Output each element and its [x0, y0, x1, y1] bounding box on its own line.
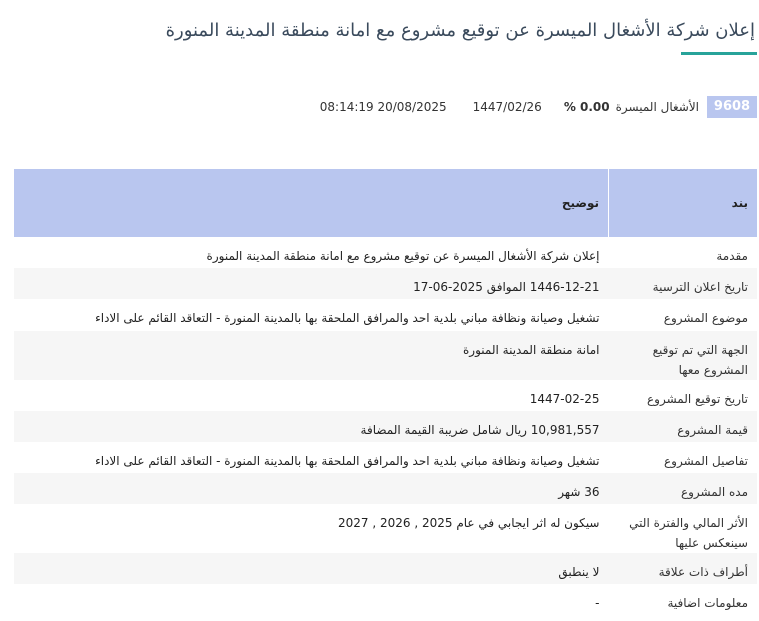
stock-info-bar	[320, 96, 757, 118]
table-row	[14, 584, 757, 615]
row-value: -	[14, 584, 609, 615]
company-name[interactable]: الأشغال الميسرة	[615, 100, 699, 114]
row-label: أطراف ذات علاقة	[609, 553, 758, 584]
table-row	[14, 331, 757, 380]
row-label: قيمة المشروع	[609, 411, 758, 442]
header-item: بند	[609, 169, 758, 237]
row-value: لا ينطبق	[14, 553, 609, 584]
symbol-badge[interactable]: 9608	[707, 96, 757, 118]
row-value: 1447-02-25	[14, 380, 609, 411]
header-description: توضيح	[14, 169, 609, 237]
table-row	[14, 504, 757, 553]
row-value: 1446-12-21 الموافق 2025-06-17	[14, 268, 609, 299]
table-header-row	[14, 169, 757, 237]
row-label: موضوع المشروع	[609, 299, 758, 331]
row-label: مده المشروع	[609, 473, 758, 504]
title-underline	[681, 52, 757, 55]
table-row	[14, 442, 757, 473]
table-row	[14, 268, 757, 299]
table-row	[14, 299, 757, 331]
change-percent: % 0.00	[563, 100, 610, 114]
table-row	[14, 553, 757, 584]
table-row	[14, 473, 757, 504]
announcement-table	[14, 169, 757, 615]
row-label: تفاصيل المشروع	[609, 442, 758, 473]
timestamp: 08:14:19 20/08/2025	[319, 100, 447, 114]
row-label: الأثر المالي والفترة التي سينعكس عليها	[609, 504, 758, 553]
row-label: الجهة التي تم توقيع المشروع معها	[609, 331, 758, 380]
table-row	[14, 380, 757, 411]
row-value: امانة منطقة المدينة المنورة	[14, 331, 609, 380]
row-value: 36 شهر	[14, 473, 609, 504]
row-label: معلومات اضافية	[609, 584, 758, 615]
row-value: تشغيل وصيانة ونظافة مباني بلدية احد والمرافق الملحقة بها بالمدينة المنورة - التعاقد القائم على الاداء	[14, 299, 609, 331]
row-value: 10,981,557 ريال شامل ضريبة القيمة المضافة	[14, 411, 609, 442]
table-row	[14, 237, 757, 268]
row-value: تشغيل وصيانة ونظافة مباني بلدية احد والمرافق الملحقة بها بالمدينة المنورة - التعاقد القائم على الاداء	[14, 442, 609, 473]
page-title: إعلان شركة الأشغال الميسرة عن توقيع مشروع مع امانة منطقة المدينة المنورة	[165, 20, 755, 41]
announcement-table-container	[14, 169, 757, 615]
row-value: سيكون له اثر ايجابي في عام 2025 , 2026 , 2027	[14, 504, 609, 553]
row-label: تاريخ توقيع المشروع	[609, 380, 758, 411]
table-row	[14, 411, 757, 442]
row-label: تاريخ اعلان الترسية	[609, 268, 758, 299]
row-label: مقدمة	[609, 237, 758, 268]
hijri-date: 1447/02/26	[472, 100, 542, 114]
row-value: إعلان شركة الأشغال الميسرة عن توقيع مشروع مع امانة منطقة المدينة المنورة	[14, 237, 609, 268]
